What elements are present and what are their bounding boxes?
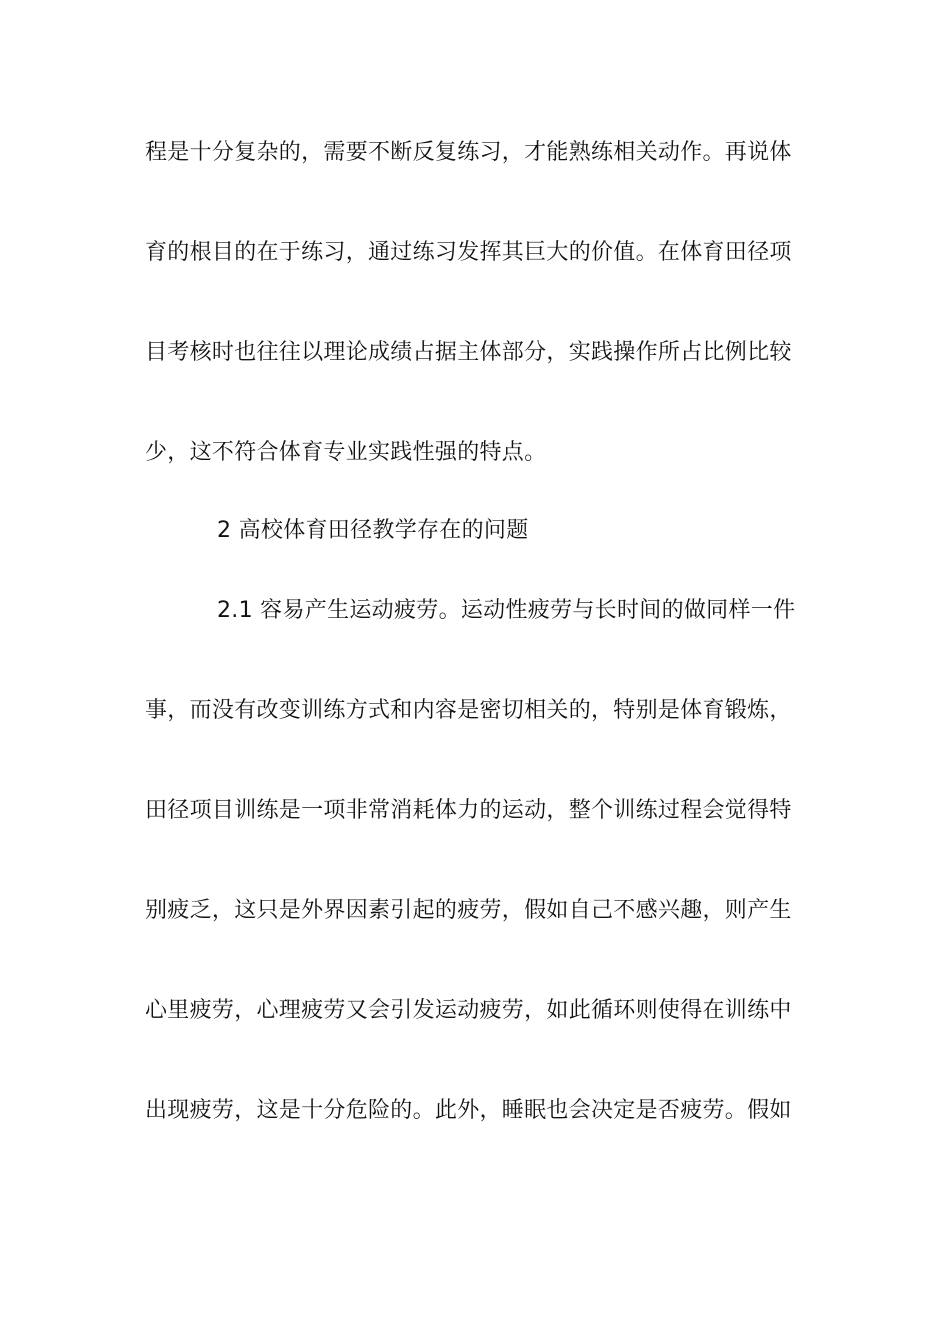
paragraph-line-2: 育的根目的在于练习，通过练习发挥其巨大的价值。在体育田径项 bbox=[145, 240, 792, 265]
subsection-line-3: 田径项目训练是一项非常消耗体力的运动，整个训练过程会觉得特 bbox=[145, 798, 792, 823]
subsection-line-4: 别疲乏，这只是外界因素引起的疲劳，假如自己不感兴趣，则产生 bbox=[145, 898, 792, 923]
paragraph-line-4: 少，这不符合体育专业实践性强的特点。 bbox=[145, 440, 547, 465]
subsection-line-2: 事，而没有改变训练方式和内容是密切相关的，特别是体育锻炼， bbox=[145, 698, 792, 723]
subsection-line-5: 心里疲劳，心理疲劳又会引发运动疲劳，如此循环则使得在训练中 bbox=[145, 998, 792, 1023]
subsection-line-6: 出现疲劳，这是十分危险的。此外，睡眠也会决定是否疲劳。假如 bbox=[145, 1098, 792, 1123]
paragraph-line-1: 程是十分复杂的，需要不断反复练习，才能熟练相关动作。再说体 bbox=[145, 140, 792, 165]
subsection-line-1: 2.1 容易产生运动疲劳。运动性疲劳与长时间的做同样一件 bbox=[217, 598, 796, 623]
section-heading: 2 高校体育田径教学存在的问题 bbox=[217, 518, 529, 543]
paragraph-line-3: 目考核时也往往以理论成绩占据主体部分，实践操作所占比例比较 bbox=[145, 340, 792, 365]
